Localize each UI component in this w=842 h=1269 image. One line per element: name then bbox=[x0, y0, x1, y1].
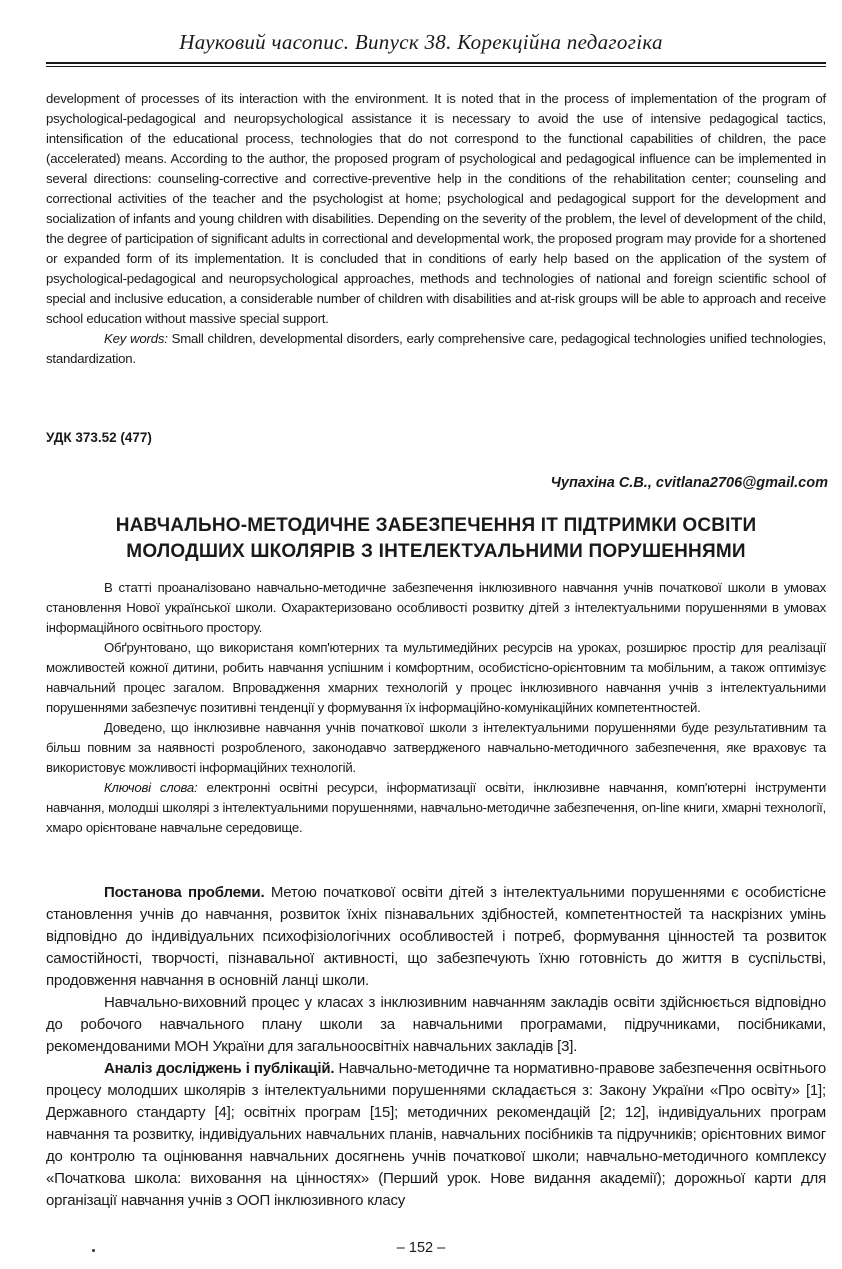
article-title-line-2: МОЛОДШИХ ШКОЛЯРІВ З ІНТЕЛЕКТУАЛЬНИМИ ПОРУШЕННЯМИ bbox=[126, 541, 746, 562]
english-abstract bbox=[46, 89, 826, 369]
ukrainian-keywords-label: Ключові слова: bbox=[104, 780, 198, 795]
ukrainian-abstract bbox=[46, 578, 826, 838]
udc-code: УДК 373.52 (477) bbox=[46, 430, 152, 445]
ukrainian-abstract-p3: Доведено, що інклюзивне навчання учнів початкової школи з інтелектуальними порушеннями буде результативним та більш повним за наявності розробленого, законодавчо затвердженого навчально-методичного забезпечення, яке враховує та використовує можливості інформаційних технологій. bbox=[46, 720, 826, 775]
english-keywords-label: Key words: bbox=[104, 331, 168, 346]
ukrainian-abstract-p2: Обґрунтовано, що використаня комп'ютерних та мультимедійних ресурсів на уроках, розширює простір для реалізації можливостей кожної дитини, робить навчання успішним і комфортним, особистісно-орієнтовним та мобільним, а також оптимізує навчальний процес загалом. Впровадження хмарних технологій у процес інклюзивного навчання учнів з інтелектуальними порушеннями забезпечує позитивні тенденції у формування їх інформаційно-комунікаційних компетентностей. bbox=[46, 640, 826, 715]
journal-header: Науковий часопис. Випуск 38. Корекційна педагогіка bbox=[179, 30, 663, 54]
section-heading-analysis: Аналіз досліджень і публікацій. bbox=[104, 1060, 335, 1077]
ukrainian-keywords bbox=[46, 778, 826, 838]
english-abstract-text: development of processes of its interaction with the environment. It is noted that in the process of implementation of the program of psychological-pedagogical and neuropsychological assistance it is necessary to avoid the use of intensive pedagogical tactics, intensification of the educational process, technologies that do not correspond to the functional capabilities of children, the pace (accelerated) means. According to the author, the proposed program of psychological and pedagogical influence can be implemented in several directions: counseling-corrective and corrective-preventive help in the conditions of the rehabilitation center; counseling and correctional activities of the teacher and the psychologist at home; psychological and pedagogical support for the development and socialization of infants and young children with disabilities. Depending on the severity of the problem, the level of development of the child, the degree of participation of significant adults in correctional and developmental work, the proposed program may provide for a shortened or expanded form of its implementation. It is concluded that in conditions of early help based on the application of the system of psychological-pedagogical and neuropsychological approaches, methods and technologies of national and foreign scientific school of special and inclusive education, a considerable number of children with disabilities and at-risk groups will be able to approach and receive school education without massive special support. bbox=[46, 91, 826, 326]
article-title-line-1: НАВЧАЛЬНО-МЕТОДИЧНЕ ЗАБЕЗПЕЧЕННЯ ІТ ПІДТРИМКИ ОСВІТИ bbox=[115, 515, 757, 536]
ukrainian-abstract-p1: В статті проаналізовано навчально-методичне забезпечення інклюзивного навчання учнів початкової школи в умовах становлення Нової української школи. Охарактеризовано особливості розвитку дітей з інтелектуальними порушеннями в умовах інформаційного освітнього простору. bbox=[46, 580, 826, 635]
body-paragraph-problem bbox=[46, 882, 826, 992]
english-keywords bbox=[46, 329, 826, 369]
body-paragraph-analysis-text: Навчально-методичне та нормативно-правове забезпечення освітнього процесу молодших школярів з інтелектуальними порушеннями складається з: Закону України «Про освіту» [1]; Державного стандарту [4]; освітніх програм [15]; методичних рекомендацій [2; 12], індивідуальних програм навчання та розвитку, індивідуальних навчальних планів, навчальних посібників та підручників; орієнтовних вимог до контролю та оцінювання навчальних досягнень учнів початкової школи; навчально-методичного комплексу «Початкова школа: виховання на цінностях» (Перший урок. Нове видання академії); дорожньої карти для організації навчання учнів з ООП інклюзивного класу bbox=[46, 1060, 826, 1209]
author-line: Чупахіна С.В., cvitlana2706@gmail.com bbox=[550, 475, 828, 491]
page-number: – 152 – bbox=[396, 1240, 446, 1256]
body-paragraph-process: Навчально-виховний процес у класах з інклюзивним навчанням закладів освіти здійснюється відповідно до робочого навчального плану школи за навчальними програмами, підручниками, посібниками, рекомендованими МОН України для загальноосвітніх навчальних закладів [3]. bbox=[46, 994, 826, 1055]
article-title bbox=[46, 513, 826, 565]
ukrainian-keywords-text: електронні освітні ресурси, інформатизації освіти, інклюзивне навчання, комп'ютерні інструменти навчання, молодші школярі з інтелектуальними порушеннями, навчально-методичне забезпечення, on-line книги, хмарні технології, хмаро орієнтоване навчальне середовище. bbox=[46, 780, 826, 835]
header-rule-thin bbox=[46, 66, 826, 67]
english-keywords-text: Small children, developmental disorders, early comprehensive care, pedagogical technologies unified technologies, standardization. bbox=[46, 331, 826, 366]
section-heading-problem: Постанова проблеми. bbox=[104, 884, 265, 901]
body-paragraph-problem-text: Метою початкової освіти дітей з інтелектуальними порушеннями є особистісне становлення учнів до навчання, розвиток їхніх пізнавальних здібностей, компетентностей та наскрізних умінь відповідно до індивідуальних психофізіологічних особливостей і потреб, формування цінностей та розвиток самостійності, творчості, пізнавальної активності, що забезпечують їхню готовність до життя в суспільстві, продовження навчання в основній ланці школи. bbox=[46, 884, 826, 989]
header-rule-thick bbox=[46, 62, 826, 64]
body-paragraph-analysis bbox=[46, 1058, 826, 1212]
article-body bbox=[46, 882, 826, 1212]
